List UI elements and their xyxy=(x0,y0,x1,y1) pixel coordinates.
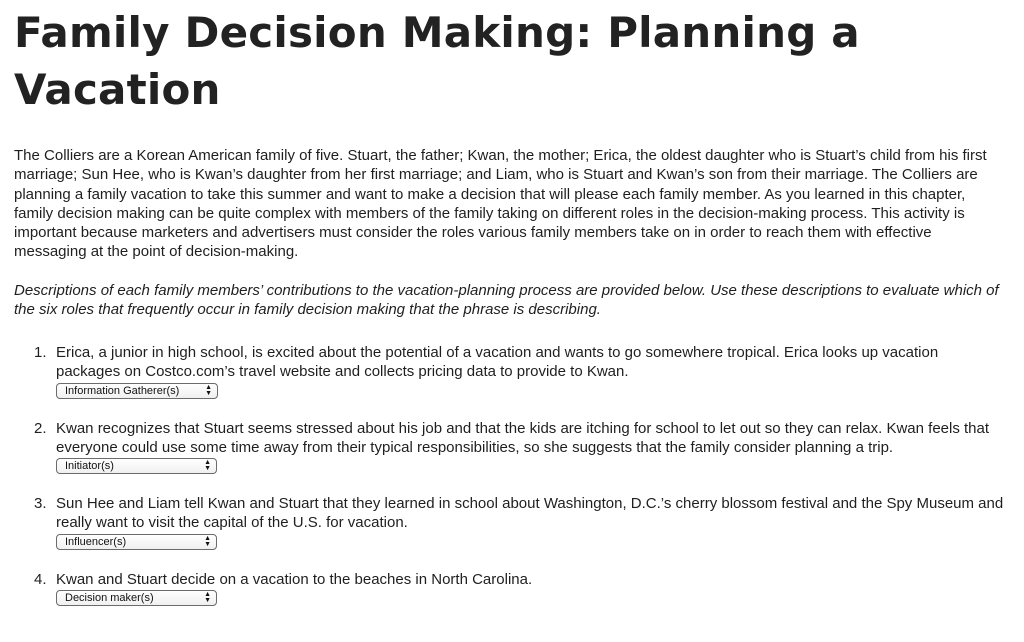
select-arrows-icon: ▲ ▼ xyxy=(204,534,211,548)
role-select-value: Decision maker(s) xyxy=(65,592,154,605)
question-text: Erica, a junior in high school, is excited about the potential of a vacation and wants to go somewhere tropical. Erica looks up vacation packages on Costco.com’s travel website and collects pricing data to provide to Kwan. xyxy=(56,344,939,381)
page-title: Family Decision Making: Planning a Vacation xyxy=(14,8,860,114)
question-number: 1. xyxy=(34,344,47,361)
page-content xyxy=(14,0,1004,319)
question-text: Kwan recognizes that Stuart seems stressed about his job and that the kids are itching for school to let out so they can relax. Kwan feels that everyone could use some time away from their typical responsibilities, so she suggests that the family consider planning a trip. xyxy=(56,419,990,456)
question-item-3 xyxy=(34,494,1004,550)
role-select-4[interactable] xyxy=(56,590,217,606)
question-text: Sun Hee and Liam tell Kwan and Stuart that they learned in school about Washington, D.C.’s cherry blossom festival and the Spy Museum and really want to visit the capital of the U.S. for vacation. xyxy=(56,495,1004,532)
question-text: Kwan and Stuart decide on a vacation to the beaches in North Carolina. xyxy=(56,570,533,588)
role-select-value: Initiator(s) xyxy=(65,460,114,473)
question-number: 2. xyxy=(34,419,47,437)
select-arrows-icon: ▲ ▼ xyxy=(205,383,212,397)
intro-paragraph: The Colliers are a Korean American family of five. Stuart, the father; Kwan, the mother; Erica, the oldest daughter who is Stuart’s child from his first marriage; Sun Hee, who is Kwan’s daughter from her first marriage; and Liam, who is Stuart and Kwan’s son from their marriage. The Colliers are planning a family vacation to take this summer and want to make a decision that will please each family member. As you learned in this chapter, family decision making can be quite complex with members of the family taking on different roles in the decision-making process. This activity is important because marketers and advertisers must consider the roles various family members take on in order to reach them with effective messaging at the point of decision-making. xyxy=(14,147,987,261)
role-select-value: Influencer(s) xyxy=(65,535,127,548)
select-arrows-icon: ▲ ▼ xyxy=(204,591,211,605)
role-select-1[interactable] xyxy=(56,383,218,399)
question-number: 3. xyxy=(34,495,47,513)
question-item-1 xyxy=(34,343,1004,399)
question-item-2 xyxy=(34,419,1004,475)
role-select-value: Information Gatherer(s) xyxy=(65,384,180,397)
instructions-paragraph: Descriptions of each family members’ contributions to the vacation-planning process are provided below. Use these descriptions to evaluate which of the six roles that frequently occur in family decision making that the phrase is describing. xyxy=(14,281,999,319)
question-list xyxy=(34,343,1004,606)
question-number: 4. xyxy=(34,570,47,588)
role-select-2[interactable] xyxy=(56,458,217,474)
question-item-4 xyxy=(34,570,1004,606)
role-select-3[interactable] xyxy=(56,534,217,550)
select-arrows-icon: ▲ ▼ xyxy=(204,459,211,473)
